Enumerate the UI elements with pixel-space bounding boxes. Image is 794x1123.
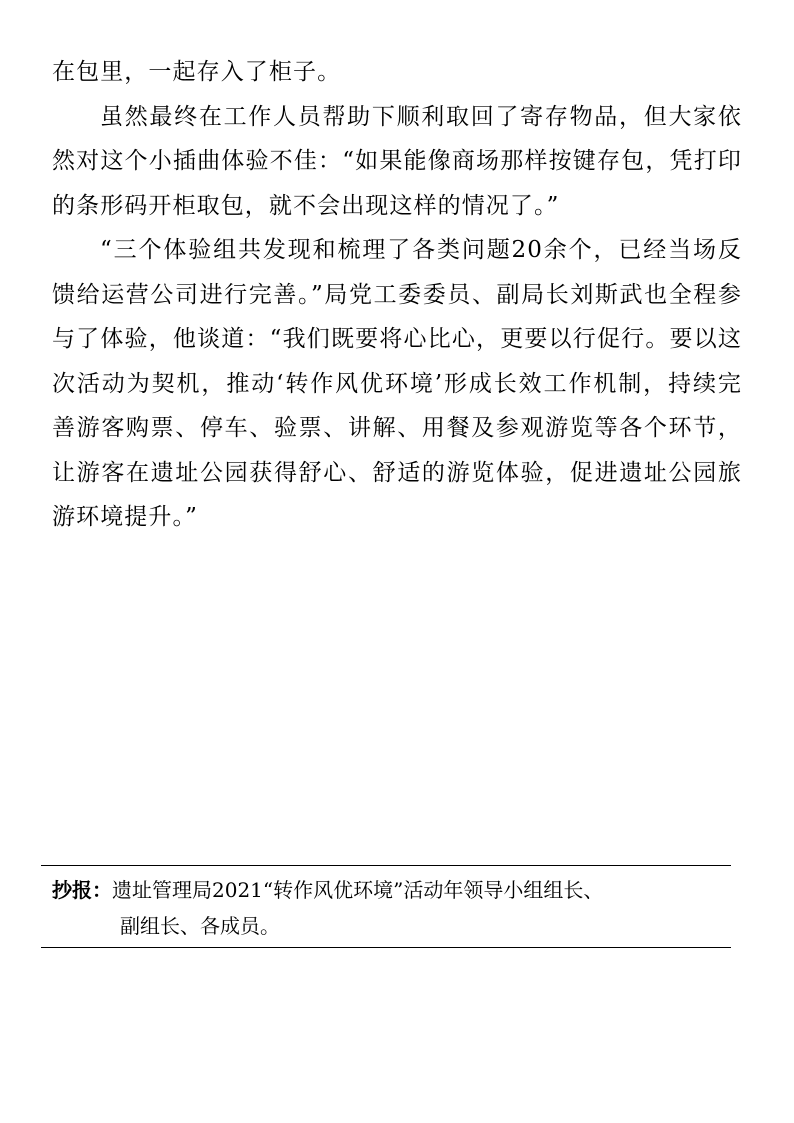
cc-line-1: [52, 872, 742, 908]
cc-top-rule: [41, 865, 731, 866]
paragraph-continuation: 在包里，一起存入了柜子。: [52, 59, 342, 85]
cc-line-2: 副组长、各成员。: [120, 914, 280, 938]
cc-recipients: 遗址管理局2021“转作风优环境”活动年领导小组组长、: [112, 878, 604, 902]
paragraph-summary: “三个体验组共发现和梳理了各类问题20余个，已经当场反馈给运营公司进行完善。”局党工委委员、副局长刘斯武也全程参与了体验，他谈道：“我们既要将心比心，更要以行促行。要以这次活动为契机，推动‘转作风优环境’形成长效工作机制，持续完善游客购票、停车、验票、讲解、用餐及参观游览等各个环节，让游客在遗址公园获得舒心、舒适的游览体验，促进遗址公园旅游环境提升。”: [52, 237, 742, 530]
cc-label: 抄报：: [52, 878, 112, 902]
body-text: [52, 50, 742, 540]
cc-block: [52, 872, 742, 944]
paragraph-experience: 虽然最终在工作人员帮助下顺利取回了寄存物品，但大家依然对这个小插曲体验不佳：“如果能像商场那样按键存包，凭打印的条形码开柜取包，就不会出现这样的情况了。”: [52, 103, 742, 219]
cc-bottom-rule: [41, 947, 731, 948]
